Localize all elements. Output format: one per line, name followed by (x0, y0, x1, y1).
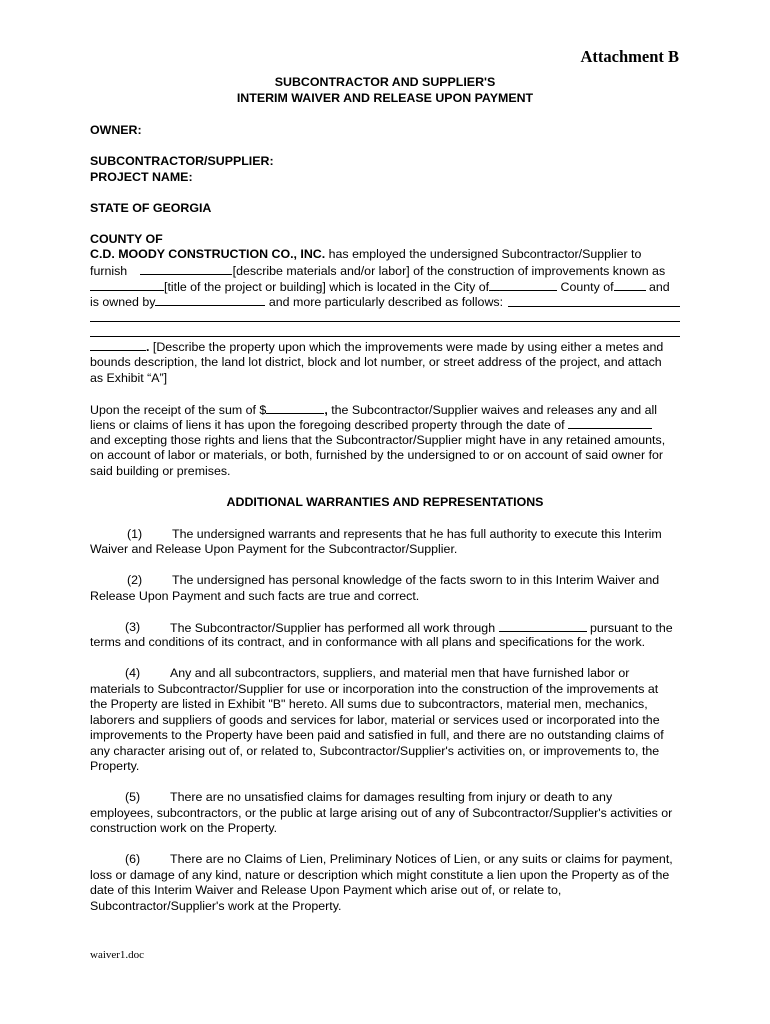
release-line-4: on account of labor or materials, or both, furnished by the undersigned to or on account of said owner for (90, 448, 664, 462)
subcontractor-label: SUBCONTRACTOR/SUPPLIER: (90, 154, 274, 168)
section-heading: ADDITIONAL WARRANTIES AND REPRESENTATIONS (226, 495, 544, 509)
owner-label: OWNER: (90, 123, 142, 137)
property-line-2: bounds description, the land lot district, block and lot number, or street address of the project, and attach (90, 355, 662, 369)
release-text-2: liens or claims of liens it has upon the foregoing described property through the date of (90, 418, 569, 432)
county-label: COUNTY OF (90, 232, 163, 246)
intro-text-3a: [title of the project or building] which is located in the City of (164, 280, 490, 294)
warranty-1-line-2: Waiver and Release Upon Payment for the Subcontractor/Supplier. (90, 542, 458, 556)
intro-text-2a: furnish (90, 264, 131, 278)
warranty-2-first-line: The undersigned has personal knowledge of the facts sworn to in this Interim Waiver and (172, 573, 660, 587)
warranty-4-line-5: improvements to the Property have been paid and satisfied in full, and there are no outstanding claims of (90, 728, 664, 742)
description-blank-3 (90, 336, 680, 337)
intro-line-4 (90, 294, 503, 311)
warranty-6-number: (6) (125, 852, 141, 866)
attachment-label: Attachment B (580, 47, 679, 66)
work-date-blank (499, 620, 587, 632)
description-blank-2 (90, 321, 680, 322)
warranty-1-number: (1) (127, 527, 143, 541)
warranty-5-line-2: employees, subcontractors, or the public at large arising out of any of Subcontractor/Supplier's activities or (90, 806, 673, 820)
warranty-4-first-line: Any and all subcontractors, suppliers, and material men that have furnished labor or (170, 666, 630, 680)
date-blank (568, 417, 652, 429)
property-blank (90, 339, 146, 351)
property-lead: . (146, 340, 153, 354)
warranty-4-line-4: laborers and suppliers of goods and services for labor, material or services used or incorporated into the (90, 713, 660, 727)
warranty-6-first-line: There are no Claims of Lien, Preliminary Notices of Lien, or any suits or claims for payment, (170, 852, 673, 866)
project-name-label: PROJECT NAME: (90, 170, 193, 184)
intro-text-4a: is owned by (90, 295, 156, 309)
property-text-1: [Describe the property upon which the improvements were made by using either a metes and (152, 340, 664, 354)
release-line-3: and excepting those rights and liens that the Subcontractor/Supplier might have in any retained amounts, (90, 433, 666, 447)
warranty-4-number: (4) (125, 666, 141, 680)
title-blank (90, 279, 164, 291)
city-blank (489, 279, 557, 291)
intro-text-4b: and more particularly described as follows: (265, 295, 504, 309)
warranty-4-line-7: Property. (90, 759, 140, 773)
warranty-3-number: (3) (125, 620, 141, 634)
warranty-6-line-2: loss or damage of any kind, nature or description which might constitute a lien upon the Property as of the (90, 868, 670, 882)
warranty-3-text-b: pursuant to the (586, 621, 673, 635)
release-line-5: said building or premises. (90, 464, 231, 478)
warranty-3-text-a: The Subcontractor/Supplier has performed all work through (170, 621, 499, 635)
county-blank (614, 279, 646, 291)
intro-text-3b: County of (557, 280, 614, 294)
warranty-2-number: (2) (127, 573, 143, 587)
intro-line-2 (90, 263, 665, 280)
release-text-1c: the Subcontractor/Supplier waives and releases any and all (327, 403, 658, 417)
warranty-3-line-2: terms and conditions of its contract, and in conformance with all plans and specifications for the work. (90, 635, 646, 649)
amount-blank (266, 402, 324, 414)
title-line-2: INTERIM WAIVER AND RELEASE UPON PAYMENT (236, 91, 534, 105)
intro-text-3c: and (645, 280, 670, 294)
warranty-1-first-line: The undersigned warrants and represents that he has full authority to execute this Interim (172, 527, 662, 541)
property-line-1 (90, 339, 663, 356)
title-line-1: SUBCONTRACTOR AND SUPPLIER'S (274, 75, 496, 89)
intro-text-1: has employed the undersigned Subcontractor/Supplier to (325, 247, 642, 261)
description-blank-1 (508, 306, 680, 307)
warranty-4-line-2: materials to Subcontractor/Supplier for use or incorporation into the construction of the improvements at (90, 682, 659, 696)
footer-filename: waiver1.doc (90, 949, 145, 961)
warranty-5-first-line: There are no unsatisfied claims for damages resulting from injury or death to any (170, 790, 613, 804)
warranty-6-line-3: date of this Interim Waiver and Release Upon Payment which arise out of, or relate to, (90, 883, 562, 897)
state-label: STATE OF GEORGIA (90, 201, 212, 215)
warranty-5-line-3: construction work on the Property. (90, 821, 278, 835)
owner-blank (155, 294, 265, 306)
warranty-6-line-4: Subcontractor/Supplier's work at the Property. (90, 899, 342, 913)
materials-blank (140, 263, 232, 275)
property-line-3: as Exhibit “A”] (90, 371, 168, 385)
warranty-4-line-3: the Property are listed in Exhibit "B" hereto. All sums due to subcontractors, material men, mechanics, (90, 697, 648, 711)
warranty-2-line-2: Release Upon Payment and such facts are true and correct. (90, 589, 420, 603)
release-comma: , (324, 403, 328, 417)
warranty-5-number: (5) (125, 790, 141, 804)
company-name: C.D. MOODY CONSTRUCTION CO., INC. (90, 247, 326, 261)
intro-line-1 (90, 247, 641, 263)
warranty-4-line-6: any character arising out of, or related to, Subcontractor/Supplier's activities on, or improvements to, the (90, 744, 660, 758)
release-line-2 (90, 417, 652, 434)
release-text-1a: Upon the receipt of the sum of $ (90, 403, 267, 417)
intro-text-2b: [describe materials and/or labor] of the construction of improvements known as (232, 264, 666, 278)
